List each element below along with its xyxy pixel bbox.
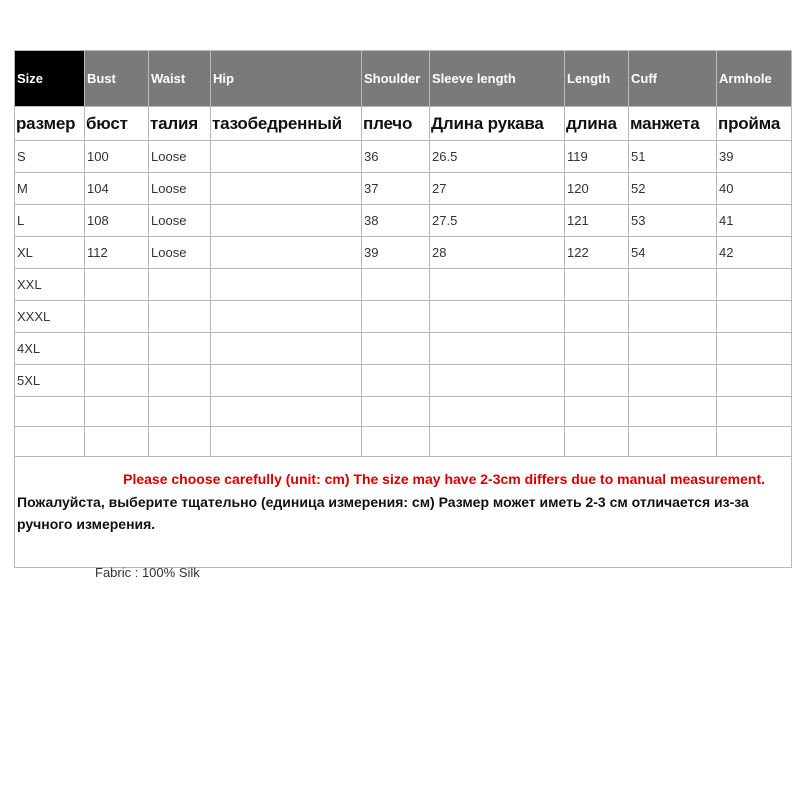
empty-cell	[717, 397, 792, 427]
empty-cell	[15, 427, 85, 457]
empty-cell	[362, 397, 430, 427]
header-row-ru	[15, 107, 792, 141]
table-row	[15, 301, 792, 333]
size-cell: XL	[15, 237, 85, 269]
table-cell	[85, 301, 149, 333]
table-cell: Loose	[149, 141, 211, 173]
table-cell	[565, 333, 629, 365]
header-ru-hip: тазобедренный	[211, 107, 362, 141]
table-cell	[85, 269, 149, 301]
table-cell: 122	[565, 237, 629, 269]
empty-cell	[629, 427, 717, 457]
empty-cell	[565, 397, 629, 427]
size-cell: XXXL	[15, 301, 85, 333]
size-cell: L	[15, 205, 85, 237]
size-cell: XXL	[15, 269, 85, 301]
empty-cell	[149, 427, 211, 457]
table-cell	[430, 301, 565, 333]
table-row	[15, 237, 792, 269]
table-cell: Loose	[149, 173, 211, 205]
fabric-label: Fabric : 100% Silk	[95, 565, 200, 580]
empty-row	[15, 427, 792, 457]
header-shoulder: Shoulder	[362, 51, 430, 107]
header-ru-length: длина	[565, 107, 629, 141]
header-waist: Waist	[149, 51, 211, 107]
table-cell: 112	[85, 237, 149, 269]
table-cell	[430, 269, 565, 301]
table-cell	[717, 333, 792, 365]
table-cell: 27	[430, 173, 565, 205]
table-row	[15, 269, 792, 301]
empty-cell	[15, 397, 85, 427]
header-row-en	[15, 51, 792, 107]
table-cell: 26.5	[430, 141, 565, 173]
table-cell	[362, 301, 430, 333]
empty-cell	[211, 397, 362, 427]
size-chart	[14, 50, 791, 568]
header-bust: Bust	[85, 51, 149, 107]
table-cell	[629, 333, 717, 365]
table-cell: Loose	[149, 237, 211, 269]
table-cell	[211, 173, 362, 205]
size-cell: 5XL	[15, 365, 85, 397]
table-cell	[149, 269, 211, 301]
table-cell	[211, 141, 362, 173]
note-english: Please choose carefully (unit: cm) The size may have 2-3cm differs due to manual measurement.	[123, 471, 765, 487]
header-ru-shoulder: плечо	[362, 107, 430, 141]
empty-cell	[362, 427, 430, 457]
table-cell	[717, 269, 792, 301]
table-cell: 40	[717, 173, 792, 205]
table-row	[15, 365, 792, 397]
table-cell	[430, 365, 565, 397]
header-cuff: Cuff	[629, 51, 717, 107]
table-cell: 54	[629, 237, 717, 269]
table-cell: 37	[362, 173, 430, 205]
empty-cell	[565, 427, 629, 457]
table-cell	[211, 365, 362, 397]
table-cell: 36	[362, 141, 430, 173]
table-cell	[362, 333, 430, 365]
header-ru-size: размер	[15, 107, 85, 141]
note-cell	[15, 457, 792, 568]
table-cell: 52	[629, 173, 717, 205]
table-cell: 51	[629, 141, 717, 173]
empty-cell	[717, 427, 792, 457]
table-cell	[717, 301, 792, 333]
table-cell	[211, 237, 362, 269]
table-cell	[85, 333, 149, 365]
header-ru-bust: бюст	[85, 107, 149, 141]
table-cell	[565, 269, 629, 301]
table-body	[15, 107, 792, 457]
empty-cell	[85, 427, 149, 457]
table-cell	[211, 269, 362, 301]
header-ru-cuff: манжета	[629, 107, 717, 141]
table-cell: Loose	[149, 205, 211, 237]
table-cell	[211, 333, 362, 365]
header-armhole: Armhole	[717, 51, 792, 107]
header-ru-armhole: пройма	[717, 107, 792, 141]
header-ru-sleeve-length: Длина рукава	[430, 107, 565, 141]
empty-cell	[85, 397, 149, 427]
table-cell	[149, 365, 211, 397]
size-table	[14, 50, 792, 568]
table-cell	[565, 365, 629, 397]
table-cell	[211, 301, 362, 333]
table-cell	[565, 301, 629, 333]
header-size: Size	[15, 51, 85, 107]
size-cell: M	[15, 173, 85, 205]
empty-cell	[430, 427, 565, 457]
table-cell: 53	[629, 205, 717, 237]
note-russian: Пожалуйста, выберите тщательно (единица измерения: см) Размер может иметь 2-3 см отличается из-за ручного измерения.	[17, 494, 749, 532]
table-cell: 104	[85, 173, 149, 205]
table-row	[15, 141, 792, 173]
table-cell	[85, 365, 149, 397]
header-length: Length	[565, 51, 629, 107]
empty-cell	[211, 427, 362, 457]
table-cell: 100	[85, 141, 149, 173]
table-cell	[362, 269, 430, 301]
table-cell	[149, 333, 211, 365]
table-cell	[629, 301, 717, 333]
table-cell	[149, 301, 211, 333]
empty-cell	[629, 397, 717, 427]
table-row	[15, 173, 792, 205]
table-row	[15, 205, 792, 237]
size-cell: 4XL	[15, 333, 85, 365]
table-cell: 121	[565, 205, 629, 237]
table-cell: 38	[362, 205, 430, 237]
size-cell: S	[15, 141, 85, 173]
table-cell: 39	[717, 141, 792, 173]
table-cell: 120	[565, 173, 629, 205]
table-cell: 39	[362, 237, 430, 269]
header-sleeve-length: Sleeve length	[430, 51, 565, 107]
table-cell: 119	[565, 141, 629, 173]
table-cell	[211, 205, 362, 237]
table-cell: 28	[430, 237, 565, 269]
table-cell: 108	[85, 205, 149, 237]
table-cell	[717, 365, 792, 397]
table-cell: 42	[717, 237, 792, 269]
table-row	[15, 333, 792, 365]
table-cell: 41	[717, 205, 792, 237]
header-ru-waist: талия	[149, 107, 211, 141]
table-cell: 27.5	[430, 205, 565, 237]
empty-cell	[149, 397, 211, 427]
table-cell	[362, 365, 430, 397]
empty-cell	[430, 397, 565, 427]
table-cell	[430, 333, 565, 365]
note-row	[15, 457, 792, 568]
empty-row	[15, 397, 792, 427]
header-hip: Hip	[211, 51, 362, 107]
table-cell	[629, 365, 717, 397]
table-cell	[629, 269, 717, 301]
